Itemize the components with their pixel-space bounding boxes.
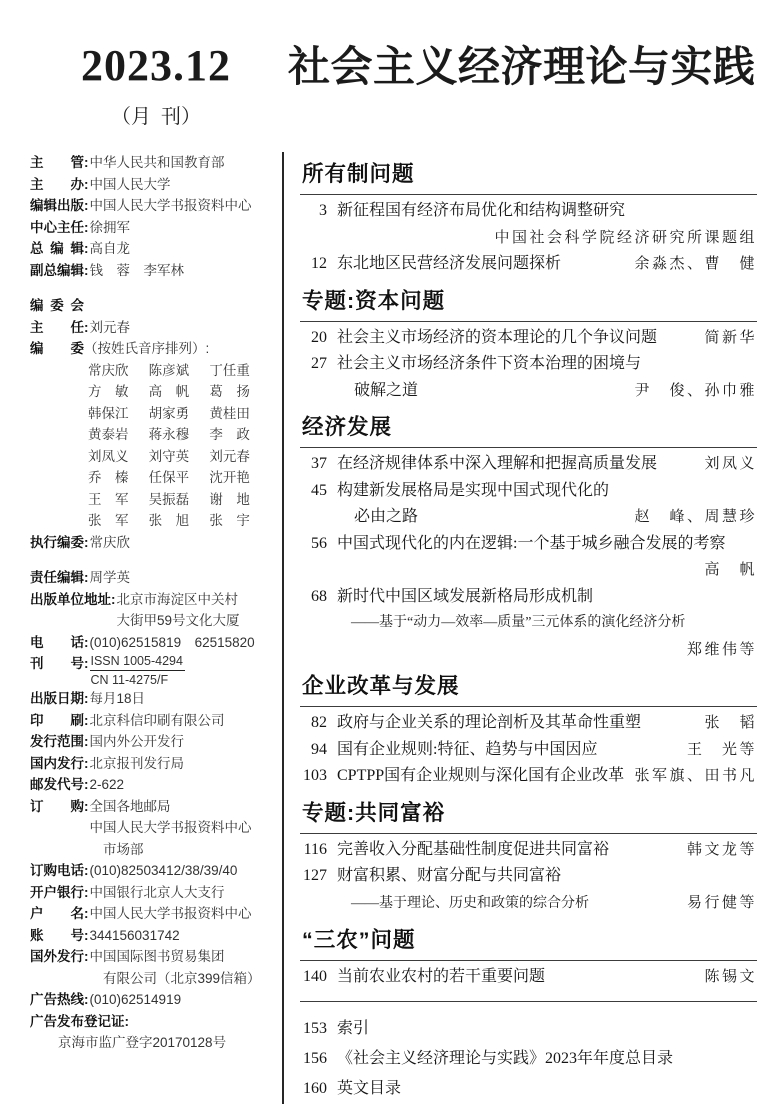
article-author: 张军旗、田书凡	[634, 768, 757, 784]
board-member-name: 任保平	[148, 470, 190, 485]
toc-article	[300, 531, 757, 584]
article-page-number: 94	[311, 740, 327, 758]
masthead-value	[90, 946, 273, 989]
board-member-name: 葛 扬	[209, 384, 250, 399]
article-title: 当前农业农村的若干重要问题	[337, 968, 546, 985]
masthead-label: 订购电话	[30, 863, 84, 878]
back-item-page-number: 153	[303, 1019, 327, 1037]
toc-article	[300, 710, 757, 737]
article-page-number: 27	[311, 355, 327, 372]
article-author: 中国社会科学院经济研究所课题组	[494, 229, 757, 246]
masthead-colon: :	[84, 656, 89, 671]
toc-section	[300, 791, 757, 918]
article-title: 构建新发展格局是实现中国式现代化的	[337, 481, 610, 499]
article-subtitle: ——基于理论、历史和政策的综合分析	[351, 895, 589, 911]
toc-article	[300, 837, 757, 864]
masthead-value	[84, 338, 272, 360]
masthead-label: 主 管	[30, 155, 84, 170]
article-line	[300, 890, 757, 918]
article-page-number: 82	[311, 714, 327, 731]
article-line	[300, 198, 757, 225]
masthead-group	[30, 152, 272, 281]
masthead	[30, 152, 282, 1104]
article-line	[300, 964, 757, 991]
toc-article	[300, 451, 757, 478]
masthead-colon: :	[84, 155, 89, 170]
cn-number: CN 11-4275/F	[90, 673, 169, 687]
article-author: 郑维伟等	[686, 641, 757, 658]
masthead-line	[30, 989, 272, 1011]
masthead-colon: :	[84, 262, 89, 278]
masthead-line	[30, 567, 272, 589]
masthead-value-line: (010)82503412/38/39/40	[89, 863, 238, 878]
masthead-label: 发行范围	[30, 734, 84, 749]
masthead-value	[90, 174, 273, 196]
board-member-name: 王 军	[88, 491, 129, 507]
toc-section	[300, 405, 757, 663]
article-line	[300, 610, 757, 637]
toc-article	[300, 763, 757, 790]
article-author-line	[300, 637, 757, 664]
masthead-value-line: 北京报刊发行局	[89, 755, 184, 771]
masthead-value-line: 市场部	[89, 841, 144, 857]
masthead-value-line: 大街甲59号文化大厦	[116, 613, 240, 628]
article-author-line	[300, 557, 757, 584]
back-item-page-number: 160	[303, 1079, 327, 1097]
masthead-colon: :	[84, 219, 89, 235]
masthead-colon: :	[84, 798, 89, 814]
masthead-value-line: （按姓氏音序排列）:	[84, 341, 210, 356]
masthead-value-line: (010)62514919	[89, 992, 182, 1007]
article-line	[300, 584, 757, 611]
masthead-label: 总 编 辑	[30, 241, 84, 256]
article-title: 东北地区民营经济发展问题探析	[337, 255, 562, 272]
masthead-value-line: 国内外公开发行	[89, 734, 184, 749]
article-title: 财富积累、财富分配与共同富裕	[337, 867, 562, 884]
masthead-value-line: 中国人民大学书报资料中心	[89, 906, 252, 921]
article-title: 在经济规律体系中深入理解和把握高质量发展	[337, 455, 658, 472]
masthead-value	[90, 860, 273, 882]
masthead-value	[90, 217, 273, 239]
masthead-value	[90, 882, 273, 904]
article-line	[300, 351, 757, 378]
issn-cn-fraction	[90, 653, 185, 688]
toc-article	[300, 251, 757, 278]
issue-block	[30, 40, 282, 132]
article-author: 尹 俊、孙巾雅	[634, 382, 757, 399]
masthead-line	[30, 152, 272, 174]
masthead-colon: :	[84, 634, 89, 650]
article-title: 中国式现代化的内在逻辑:一个基于城乡融合发展的考察	[337, 534, 726, 552]
article-author: 张 韬	[704, 715, 757, 731]
toc-section-heading: 经济发展	[300, 405, 757, 448]
masthead-label: 中心主任	[30, 219, 84, 235]
toc-section-heading: 专题:资本问题	[300, 279, 757, 322]
masthead-line	[30, 903, 272, 925]
article-line	[300, 763, 757, 790]
article-title: 破解之道	[354, 381, 419, 399]
toc-section	[300, 664, 757, 790]
article-page-number: 116	[303, 840, 327, 858]
article-title: 新时代中国区域发展新格局形成机制	[337, 587, 594, 605]
board-member-name: 刘凤义	[88, 448, 129, 464]
back-item-title: 英文目录	[337, 1079, 402, 1097]
masthead-colon: :	[84, 534, 89, 550]
back-item-page-number: 156	[303, 1049, 327, 1067]
masthead-value-line: 中国人民大学书报资料中心	[89, 820, 252, 835]
masthead-value-line: 高自龙	[89, 241, 130, 256]
masthead-label: 刊 号	[30, 656, 84, 671]
article-subtitle: ——基于“动力—效率—质量”三元体系的演化经济分析	[351, 615, 686, 630]
masthead-value-line: 中国人民大学	[89, 176, 171, 192]
issue-date: 2023.12	[81, 41, 231, 90]
board-member-name: 方 敏	[88, 384, 129, 399]
masthead-line	[30, 295, 272, 317]
article-author: 刘凤义	[704, 456, 757, 472]
article-line	[300, 451, 757, 478]
masthead-group	[30, 567, 272, 1054]
frequency-label: （月 刊）	[111, 106, 201, 128]
article-line	[300, 737, 757, 764]
article-line	[300, 863, 757, 890]
article-title: CPTPP国有企业规则与深化国有企业改革	[337, 767, 625, 784]
masthead-label: 订 购	[30, 798, 84, 814]
article-author: 简新华	[704, 329, 757, 346]
masthead-value	[90, 753, 273, 775]
masthead-label: 开户银行	[30, 884, 84, 900]
masthead-value	[90, 710, 273, 732]
toc-section-heading: 企业改革与发展	[300, 664, 757, 707]
masthead-label: 编 委 会	[30, 298, 84, 313]
back-matter-item	[300, 1044, 757, 1074]
article-author: 余淼杰、曹 健	[634, 256, 757, 272]
masthead-label: 编 委	[30, 341, 84, 356]
journal-title: 社会主义经济理论与实践	[288, 43, 756, 90]
toc-article	[300, 198, 757, 251]
toc-back-matter	[300, 1001, 757, 1104]
back-item-title: 《社会主义经济理论与实践》2023年年度总目录	[337, 1049, 674, 1067]
masthead-value-line: 2-622	[89, 777, 125, 792]
masthead-line	[30, 753, 272, 775]
toc-section	[300, 918, 757, 991]
masthead-colon: :	[84, 927, 89, 943]
masthead-value	[90, 903, 273, 925]
article-title: 社会主义市场经济条件下资本治理的困境与	[337, 355, 642, 372]
masthead-value-line: 中国国际图书贸易集团	[89, 949, 225, 964]
article-title: 必由之路	[354, 508, 419, 525]
masthead-colon: :	[84, 992, 89, 1007]
masthead-line	[30, 731, 272, 753]
masthead-colon: :	[84, 712, 89, 728]
masthead-value-line: 刘元春	[89, 319, 130, 335]
board-member-name: 沈开艳	[209, 470, 250, 485]
article-title: 政府与企业关系的理论剖析及其革命性重塑	[337, 714, 642, 731]
back-item-title: 索引	[337, 1019, 370, 1037]
board-member-name: 蒋永穆	[148, 427, 190, 442]
article-author-line	[300, 225, 757, 252]
masthead-value	[117, 589, 273, 632]
toc-article	[300, 964, 757, 991]
article-line	[300, 531, 757, 558]
board-member-name: 高 帆	[148, 384, 190, 399]
back-matter-divider	[300, 1001, 757, 1002]
masthead-colon: :	[84, 691, 89, 706]
masthead-colon: :	[84, 734, 89, 749]
masthead-line	[30, 925, 272, 947]
masthead-colon: :	[84, 884, 89, 900]
toc-section-heading: “三农”问题	[300, 918, 757, 961]
article-title: 国有企业规则:特征、趋势与中国因应	[337, 740, 598, 758]
board-member-name: 张 军	[88, 513, 129, 528]
masthead-value	[90, 731, 273, 753]
toc-section-heading: 专题:共同富裕	[300, 791, 757, 834]
board-member-name: 陈彦斌	[148, 362, 190, 378]
masthead-value	[90, 632, 273, 654]
toc-section	[300, 152, 757, 278]
masthead-value-line: 中华人民共和国教育部	[89, 155, 225, 170]
article-title: 新征程国有经济布局优化和结构调整研究	[337, 202, 626, 219]
masthead-colon: :	[84, 570, 89, 585]
board-member-name: 丁任重	[209, 362, 250, 378]
masthead-value	[90, 317, 273, 339]
masthead-colon: :	[111, 591, 116, 607]
masthead-label: 出版单位地址	[30, 591, 111, 607]
masthead-label: 电 话	[30, 634, 84, 650]
masthead-colon: :	[84, 176, 89, 192]
masthead-line	[30, 688, 272, 710]
masthead-line	[30, 589, 272, 632]
masthead-value-line: 常庆欣	[89, 534, 130, 550]
back-matter-item	[300, 1014, 757, 1044]
masthead-label: 户 名	[30, 906, 84, 921]
article-page-number: 12	[311, 255, 327, 272]
article-line	[300, 710, 757, 737]
masthead-label: 副总编辑	[30, 262, 84, 278]
masthead-line	[30, 217, 272, 239]
masthead-line	[30, 632, 272, 654]
masthead-value	[90, 796, 273, 861]
masthead-label: 主 任	[30, 319, 84, 335]
masthead-line	[30, 774, 272, 796]
masthead-label: 出版日期	[30, 691, 84, 706]
masthead-label: 国外发行	[30, 949, 84, 964]
article-author: 易行健等	[686, 894, 757, 911]
board-member-name: 韩保江	[88, 405, 129, 421]
toc-article	[300, 478, 757, 531]
board-member-name: 刘守英	[148, 448, 190, 464]
article-title: 社会主义市场经济的资本理论的几个争议问题	[337, 328, 658, 346]
article-line	[300, 325, 757, 352]
masthead-line	[30, 317, 272, 339]
masthead-label: 编辑出版	[30, 198, 84, 213]
back-matter-item	[300, 1074, 757, 1104]
masthead-line	[30, 882, 272, 904]
toc-article	[300, 325, 757, 352]
masthead-value	[90, 688, 273, 710]
masthead-value-line: 有限公司（北京399信箱）	[89, 970, 261, 986]
masthead-line	[30, 238, 272, 260]
article-line	[300, 478, 757, 505]
masthead-line	[30, 1011, 272, 1033]
masthead-value-line: 344156031742	[89, 927, 180, 943]
article-page-number: 45	[311, 481, 327, 499]
masthead-colon: :	[84, 319, 89, 335]
masthead-value-line: 周学英	[89, 570, 130, 585]
article-page-number: 56	[311, 534, 327, 552]
board-member-name: 吴振磊	[148, 491, 190, 507]
masthead-value-line: 钱 蓉 李军林	[89, 262, 184, 278]
page-header	[30, 40, 757, 132]
article-page-number: 103	[303, 767, 327, 784]
masthead-label: 账 号	[30, 927, 84, 943]
article-line	[300, 251, 757, 278]
masthead-colon: :	[84, 777, 89, 792]
board-member-name: 胡家勇	[148, 405, 190, 421]
masthead-line	[30, 653, 272, 688]
toc-article	[300, 863, 757, 917]
masthead-value	[90, 152, 273, 174]
masthead-colon: :	[84, 198, 89, 213]
masthead-value	[90, 532, 273, 554]
masthead-value-line: 全国各地邮局	[89, 798, 171, 814]
masthead-value	[90, 260, 273, 282]
board-member-name: 李 政	[209, 427, 250, 442]
article-page-number: 127	[303, 867, 327, 884]
masthead-line	[30, 710, 272, 732]
editorial-board-grid	[88, 360, 266, 532]
masthead-line	[30, 796, 272, 861]
masthead-colon: :	[84, 906, 89, 921]
masthead-line	[30, 174, 272, 196]
board-member-name: 张 宇	[209, 513, 250, 528]
body-columns	[30, 152, 757, 1104]
masthead-group	[30, 295, 272, 553]
masthead-value-line: 每月18日	[89, 691, 146, 706]
article-page-number: 3	[319, 202, 327, 219]
masthead-colon: :	[84, 863, 89, 878]
masthead-value-line: 中国人民大学书报资料中心	[89, 198, 252, 213]
masthead-value	[90, 195, 273, 217]
masthead-label: 执行编委	[30, 534, 84, 550]
board-member-name: 乔 榛	[88, 470, 129, 485]
article-line	[300, 837, 757, 864]
masthead-value	[90, 925, 273, 947]
masthead-value	[90, 567, 273, 589]
board-member-name: 黄桂田	[209, 405, 250, 421]
article-title: 完善收入分配基础性制度促进共同富裕	[337, 840, 610, 858]
article-page-number: 20	[311, 328, 327, 346]
article-page-number: 68	[311, 587, 327, 605]
toc-article	[300, 584, 757, 664]
masthead-colon: :	[124, 1013, 129, 1029]
article-page-number: 140	[303, 968, 327, 985]
masthead-value	[90, 238, 273, 260]
board-member-name: 常庆欣	[88, 362, 129, 378]
article-author: 王 光等	[686, 741, 757, 758]
masthead-plain-line: 京海市监广登字20170128号	[58, 1035, 227, 1050]
masthead-label: 邮发代号	[30, 777, 84, 792]
masthead-line	[30, 195, 272, 217]
masthead-line	[30, 338, 272, 360]
masthead-line	[30, 260, 272, 282]
article-author: 高 帆	[704, 562, 757, 578]
masthead-line	[30, 946, 272, 989]
issn-number: ISSN 1005-4294	[90, 653, 185, 671]
article-line	[300, 378, 757, 405]
article-line	[300, 504, 757, 531]
masthead-label: 广告热线	[30, 992, 84, 1007]
masthead-value	[90, 989, 273, 1011]
masthead-colon: :	[84, 241, 89, 256]
masthead-label: 广告发布登记证	[30, 1013, 125, 1029]
article-author: 韩文龙等	[686, 841, 757, 858]
masthead-value-line: (010)62515819 62515820	[89, 634, 255, 650]
masthead-label: 责任编辑	[30, 570, 84, 585]
board-member-name: 刘元春	[209, 448, 250, 464]
toc-article	[300, 737, 757, 764]
toc-section-heading: 所有制问题	[300, 152, 757, 195]
board-member-name: 黄泰岩	[88, 427, 129, 442]
article-author: 赵 峰、周慧珍	[634, 509, 757, 525]
article-page-number: 37	[311, 455, 327, 472]
masthead-label: 印 刷	[30, 712, 84, 728]
article-author: 陈锡文	[704, 969, 757, 985]
masthead-line	[30, 860, 272, 882]
toc-article	[300, 351, 757, 404]
board-member-name: 张 旭	[148, 513, 190, 528]
toc-section	[300, 279, 757, 405]
masthead-label: 国内发行	[30, 755, 84, 771]
toc	[282, 152, 757, 1104]
masthead-colon: :	[84, 755, 89, 771]
masthead-value-line: 中国银行北京人大支行	[89, 884, 225, 900]
masthead-value-line: 北京市海淀区中关村	[116, 591, 238, 607]
masthead-value	[90, 774, 273, 796]
masthead-label: 主 办	[30, 176, 84, 192]
masthead-colon: :	[84, 949, 89, 964]
board-member-name: 谢 地	[209, 491, 250, 507]
masthead-line	[30, 532, 272, 554]
masthead-value-line: 北京科信印刷有限公司	[89, 712, 225, 728]
masthead-value-line: 徐拥军	[89, 219, 130, 235]
